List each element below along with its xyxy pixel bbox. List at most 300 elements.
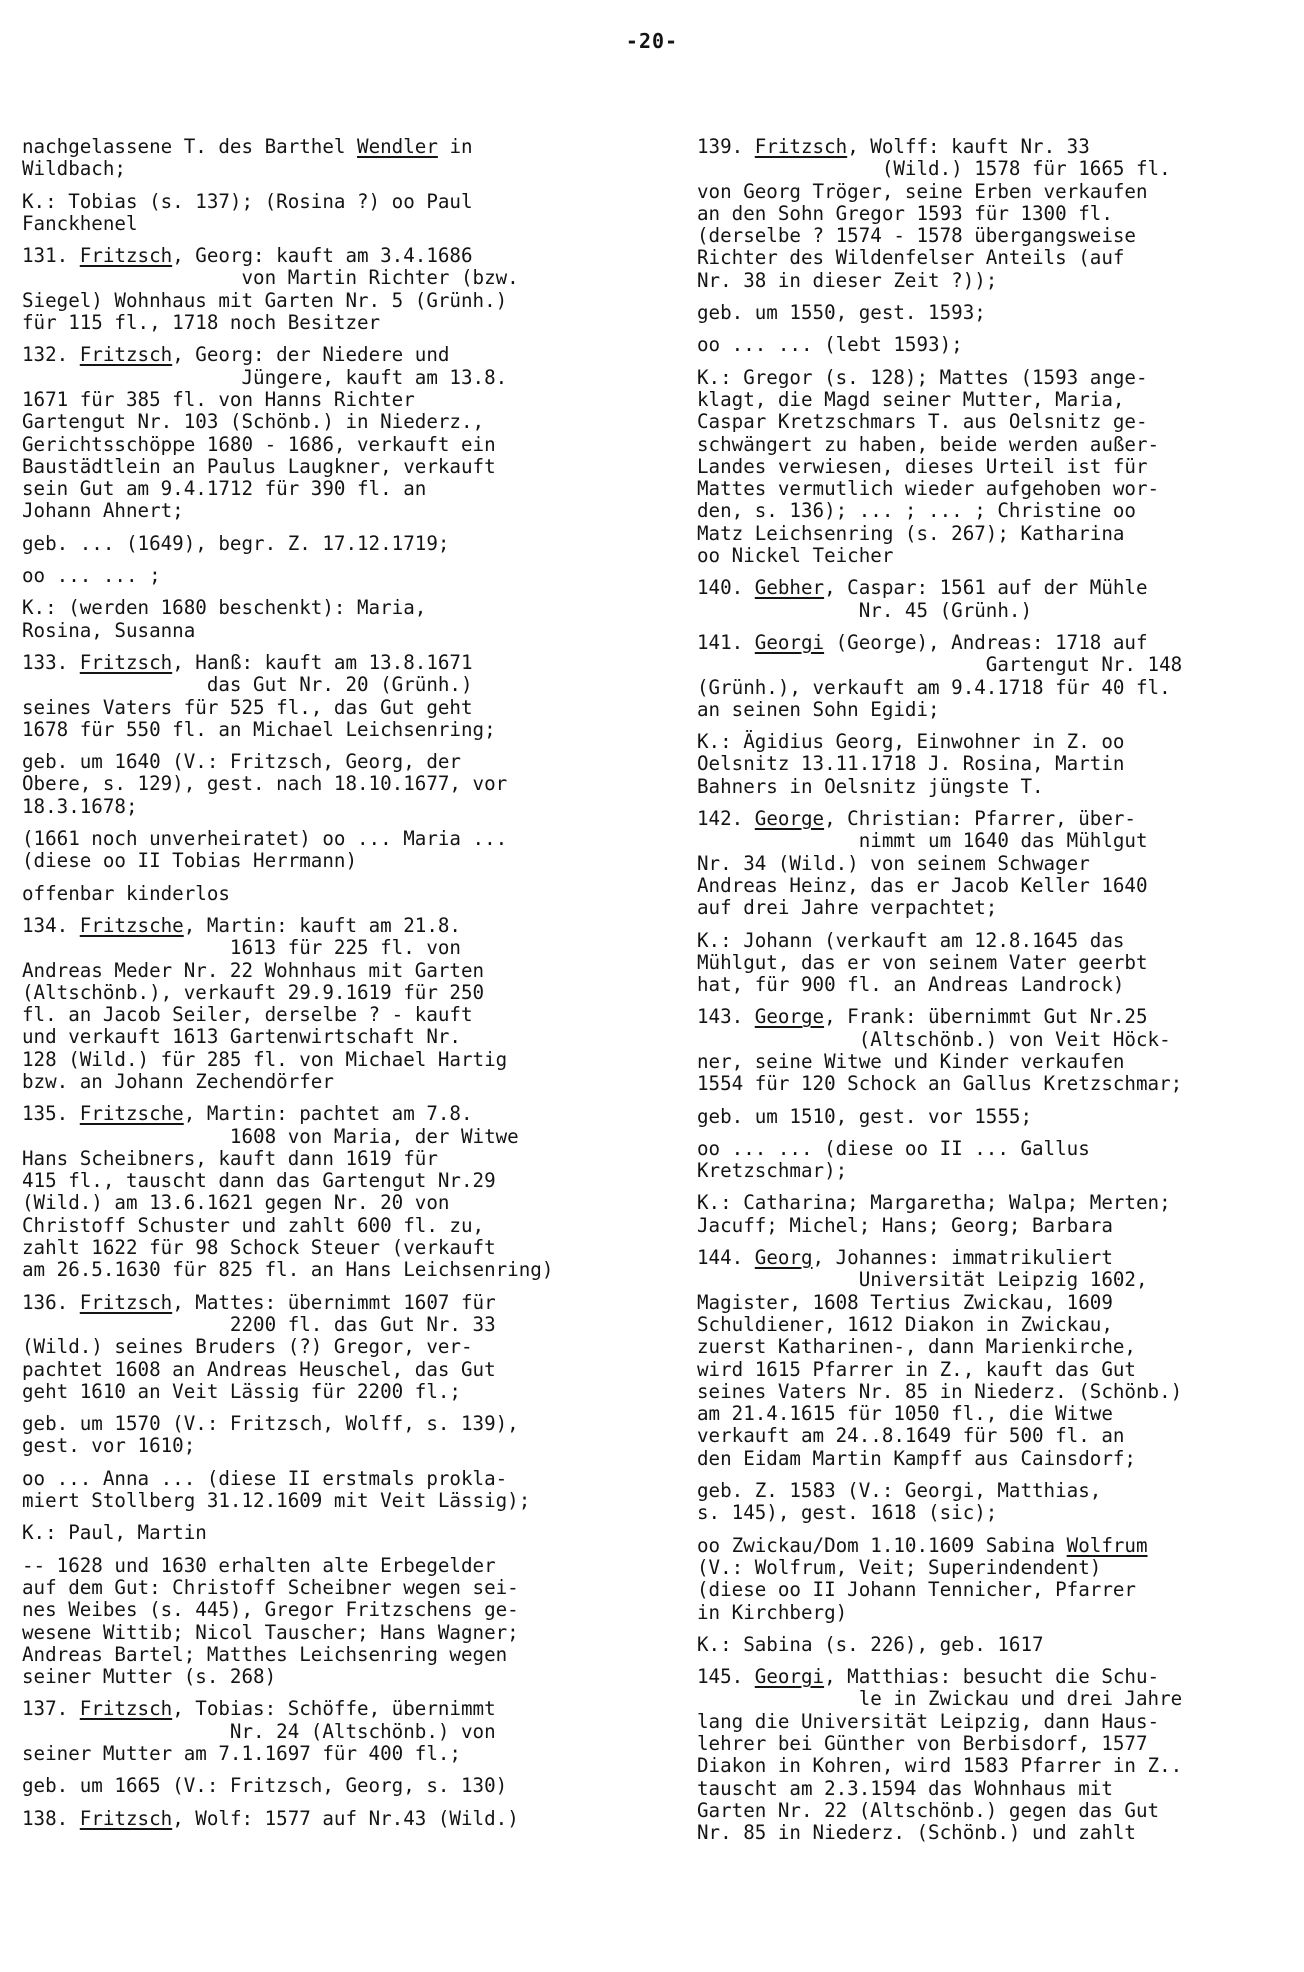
text-run: oo Nickel Teicher [697, 544, 894, 568]
text-run: fl. an Jacob Seiler, derselbe ? - kauft [22, 1003, 473, 1027]
text-line [22, 1435, 660, 1457]
entry-paragraph [22, 533, 660, 555]
entry-paragraph [22, 1522, 660, 1544]
entry-paragraph [22, 191, 660, 236]
text-line [697, 952, 1297, 974]
text-line [22, 597, 660, 619]
text-line [697, 1480, 1297, 1502]
text-run: Bahners in Oelsnitz jüngste T. [697, 774, 1044, 798]
entry-paragraph [697, 1106, 1297, 1128]
text-line [697, 1381, 1297, 1403]
text-run: von Georg Tröger, seine Erben verkaufen [697, 179, 1148, 203]
text-run: Diakon in Kohren, wird 1583 Pfarrer in Z.. [697, 1754, 1183, 1778]
text-line [697, 600, 1297, 622]
text-line [22, 1103, 660, 1125]
text-line [697, 247, 1297, 269]
text-line [22, 1577, 660, 1599]
text-run: 132. [22, 343, 80, 367]
surname-underlined: George [754, 807, 825, 831]
text-line [22, 1237, 660, 1259]
text-line [697, 1051, 1297, 1073]
text-line [697, 1314, 1297, 1336]
surname-underlined: Georgi [754, 1665, 825, 1689]
text-run: (1661 noch unverheiratet) oo ... Maria ... [22, 827, 508, 851]
entry-paragraph [697, 930, 1297, 997]
page-number: -20- [625, 29, 679, 53]
text-line [22, 1599, 660, 1621]
text-line [22, 1622, 660, 1644]
text-run: Nr. 24 (Altschönb.) von [22, 1719, 496, 1743]
text-line [697, 411, 1297, 433]
entry-paragraph [22, 915, 660, 1093]
text-run: (V.: Wolfrum, Veit; Superindendent) [697, 1555, 1102, 1579]
text-line [22, 1314, 660, 1336]
text-run: Fanckhenel [22, 211, 138, 235]
text-run: 415 fl., tauscht dann das Gartengut Nr.29 [22, 1169, 496, 1193]
text-run: , Frank: übernimmt Gut Nr.25 [824, 1005, 1148, 1029]
text-run: 143. [697, 1005, 755, 1029]
text-line [697, 203, 1297, 225]
text-line [697, 1269, 1297, 1291]
text-run: oo Zwickau/Dom 1.10.1609 Sabina [697, 1533, 1067, 1557]
surname-underlined: Fritzsche [79, 1102, 184, 1126]
text-run: Andreas Meder Nr. 22 Wohnhaus mit Garten [22, 958, 485, 982]
entry-paragraph [22, 1468, 660, 1513]
text-run: , Martin: kauft am 21.8. [183, 913, 461, 937]
text-line [22, 937, 660, 959]
text-line [697, 1666, 1297, 1688]
text-line [697, 1822, 1297, 1844]
entry-paragraph [697, 1480, 1297, 1525]
text-line [697, 1579, 1297, 1601]
text-run: Landes verwiesen, dieses Urteil ist für [697, 454, 1148, 478]
left-column [22, 136, 660, 1840]
text-line [22, 1126, 660, 1148]
text-line [22, 533, 660, 555]
text-line [697, 478, 1297, 500]
entry-paragraph [22, 751, 660, 818]
text-line [697, 225, 1297, 247]
text-line [22, 565, 660, 587]
text-run: , Tobias: Schöffe, übernimmt [172, 1697, 496, 1721]
text-line [697, 1535, 1297, 1557]
text-line [22, 1381, 660, 1403]
text-line [22, 191, 660, 213]
text-run: Siegel) Wohnhaus mit Garten Nr. 5 (Grünh.) [22, 288, 508, 312]
text-line [22, 1743, 660, 1765]
text-line [22, 500, 660, 522]
text-run: an den Sohn Gregor 1593 für 1300 fl. [697, 201, 1113, 225]
text-run: wesene Wittib; Nicol Tauscher; Hans Wagner; [22, 1620, 519, 1644]
text-run: 1678 für 550 fl. an Michael Leichsenring; [22, 717, 496, 741]
paragraph-gap [22, 1830, 660, 1840]
text-run: 139. [697, 135, 755, 158]
text-run: sein Gut am 9.4.1712 für 390 fl. an [22, 477, 427, 501]
text-run: s. 145), gest. 1618 (sic); [697, 1501, 998, 1525]
text-run: , Wolff: kauft Nr. 33 [847, 135, 1090, 158]
text-run: K.: Catharina; Margaretha; Walpa; Merten; [697, 1191, 1171, 1215]
entry-paragraph [697, 1666, 1297, 1844]
text-line [22, 652, 660, 674]
surname-underlined: Georgi [754, 630, 825, 654]
text-line [697, 389, 1297, 411]
entry-paragraph [697, 334, 1297, 356]
text-line [22, 1336, 660, 1358]
text-run: 142. [697, 807, 755, 831]
text-line [22, 312, 660, 334]
text-line [697, 1502, 1297, 1524]
text-line [22, 796, 660, 818]
text-run: K.: Ägidius Georg, Einwohner in Z. oo [697, 730, 1125, 754]
entry-paragraph [22, 883, 660, 905]
text-run: 18.3.1678; [22, 794, 138, 818]
text-run: Nr. 45 (Grünh.) [697, 598, 1033, 622]
entry-paragraph [697, 731, 1297, 798]
surname-underlined: Gebher [754, 576, 825, 600]
text-run: Andreas Bartel; Matthes Leichsenring wegen [22, 1642, 508, 1666]
text-run: zahlt 1622 für 98 Schock Steuer (verkauft [22, 1236, 496, 1260]
text-run: für 115 fl., 1718 noch Besitzer [22, 311, 381, 335]
text-run: oo ... ... (diese oo II ... Gallus [697, 1136, 1090, 1160]
text-run: Mattes vermutlich wieder aufgehoben wor- [697, 477, 1160, 501]
text-run: le in Zwickau und drei Jahre [697, 1687, 1183, 1711]
text-line [697, 974, 1297, 996]
surname-underlined: Georg [754, 1246, 813, 1270]
text-line [22, 456, 660, 478]
text-run: , Christian: Pfarrer, über- [824, 807, 1136, 831]
surname-underlined: Fritzsch [79, 650, 173, 674]
text-run: K.: Paul, Martin [22, 1521, 207, 1545]
text-run: 2200 fl. das Gut Nr. 33 [22, 1312, 496, 1336]
text-run: 128 (Wild.) für 285 fl. von Michael Hartig [22, 1047, 508, 1071]
text-run: , Georg: der Niedere und [172, 343, 450, 367]
text-run: geb. um 1510, gest. vor 1555; [697, 1104, 1033, 1128]
text-line [697, 1755, 1297, 1777]
text-run: geb. um 1570 (V.: Fritzsch, Wolff, s. 139), [22, 1412, 519, 1436]
text-run: , Martin: pachtet am 7.8. [183, 1102, 473, 1126]
text-line [22, 674, 660, 696]
surname-underlined: Fritzsch [79, 1290, 173, 1314]
text-run: Christoff Schuster und zahlt 600 fl. zu, [22, 1213, 485, 1237]
text-line [697, 897, 1297, 919]
surname-underlined: George [754, 1005, 825, 1029]
text-line [22, 411, 660, 433]
text-line [22, 1004, 660, 1026]
text-line [697, 776, 1297, 798]
text-run: , Hanß: kauft am 13.8.1671 [172, 650, 473, 674]
text-line [697, 1138, 1297, 1160]
text-run: geb. um 1640 (V.: Fritzsch, Georg, der [22, 750, 461, 774]
text-run: Gerichtsschöppe 1680 - 1686, verkauft ein [22, 432, 496, 456]
text-line [22, 1413, 660, 1435]
text-run: auf drei Jahre verpachtet; [697, 896, 998, 920]
text-run: Hans Scheibners, kauft dann 1619 für [22, 1146, 438, 1170]
text-line [697, 654, 1297, 676]
text-line [22, 751, 660, 773]
text-line [22, 1468, 660, 1490]
text-run: (Altschönb.) von Veit Höck- [697, 1027, 1171, 1051]
entry-paragraph [697, 808, 1297, 919]
entry-paragraph [22, 1775, 660, 1797]
surname-underlined: Fritzsche [79, 913, 184, 937]
text-run: (Grünh.), verkauft am 9.4.1718 für 40 fl. [697, 675, 1171, 699]
text-run: geb. um 1665 (V.: Fritzsch, Georg, s. 130) [22, 1774, 508, 1798]
text-line [22, 620, 660, 642]
text-line [22, 1555, 660, 1577]
text-line [22, 960, 660, 982]
text-run: seiner Mutter (s. 268) [22, 1665, 277, 1689]
text-line [22, 1148, 660, 1170]
text-run: lang die Universität Leipzig, dann Haus- [697, 1709, 1160, 1733]
text-run: (George), Andreas: 1718 auf [824, 630, 1148, 654]
text-run: (Wild.) seines Bruders (?) Gregor, ver- [22, 1335, 473, 1359]
text-line [697, 830, 1297, 852]
surname-underlined: Wendler [357, 135, 438, 158]
text-line [697, 500, 1297, 522]
text-run: Wildbach; [22, 157, 126, 181]
text-run: nachgelassene T. des Barthel [22, 135, 358, 158]
text-run: 133. [22, 650, 80, 674]
text-line [22, 1215, 660, 1237]
text-line [22, 697, 660, 719]
entry-paragraph [22, 1555, 660, 1689]
text-run: 1671 für 385 fl. von Hanns Richter [22, 387, 415, 411]
text-line [697, 270, 1297, 292]
text-run: K.: Johann (verkauft am 12.8.1645 das [697, 928, 1125, 952]
text-run: und verkauft 1613 Gartenwirtschaft Nr. [22, 1025, 461, 1049]
entry-paragraph [22, 828, 660, 873]
text-run: (Wild.) 1578 für 1665 fl. [697, 157, 1171, 181]
text-run: hat, für 900 fl. an Andreas Landrock) [697, 973, 1125, 997]
entry-paragraph [697, 577, 1297, 622]
surname-underlined: Fritzsch [79, 244, 173, 268]
text-run: lehrer bei Günther von Berbisdorf, 1577 [697, 1732, 1148, 1755]
text-run: miert Stollberg 31.12.1609 mit Veit Lässig); [22, 1489, 531, 1513]
surname-underlined: Fritzsch [79, 1806, 173, 1830]
entry-paragraph [22, 597, 660, 642]
text-run: Oelsnitz 13.11.1718 J. Rosina, Martin [697, 752, 1125, 776]
text-line [697, 136, 1297, 158]
text-line [697, 1733, 1297, 1755]
text-line [22, 389, 660, 411]
text-line [22, 267, 660, 289]
text-line [22, 1292, 660, 1314]
surname-underlined: Fritzsch [754, 135, 848, 158]
text-run: bzw. an Johann Zechendörfer [22, 1069, 334, 1093]
text-line [697, 930, 1297, 952]
text-run: , Wolf: 1577 auf Nr.43 (Wild.) [172, 1806, 519, 1830]
text-run: Garten Nr. 22 (Altschönb.) gegen das Gut [697, 1798, 1160, 1822]
text-line [697, 1359, 1297, 1381]
text-line [697, 456, 1297, 478]
text-run: 131. [22, 244, 80, 268]
text-run: den, s. 136); ... ; ... ; Christine oo [697, 499, 1136, 523]
text-line [22, 1192, 660, 1214]
text-run: Andreas Heinz, das er Jacob Keller 1640 [697, 873, 1148, 897]
text-line [697, 731, 1297, 753]
text-run: 136. [22, 1290, 80, 1314]
right-column [697, 136, 1297, 1854]
text-run: schwängert zu haben, beide werden außer- [697, 432, 1160, 456]
text-run: 144. [697, 1246, 755, 1270]
entry-paragraph [697, 1247, 1297, 1470]
text-run: den Eidam Martin Kampff aus Cainsdorf; [697, 1446, 1136, 1470]
entry-paragraph [697, 1006, 1297, 1095]
text-run: Richter des Wildenfelser Anteils (auf [697, 246, 1125, 270]
text-line [697, 367, 1297, 389]
text-run: klagt, die Magd seiner Mutter, Maria, [697, 387, 1125, 411]
text-run: , Matthias: besucht die Schu- [824, 1665, 1160, 1689]
text-run: (derselbe ? 1574 - 1578 übergangsweise [697, 224, 1136, 248]
text-run: K.: Gregor (s. 128); Mattes (1593 ange- [697, 365, 1148, 389]
entry-paragraph [22, 245, 660, 334]
text-run: in [437, 135, 473, 158]
text-run: K.: Tobias (s. 137); (Rosina ?) oo Paul [22, 189, 473, 213]
text-line [697, 577, 1297, 599]
text-run: ner, seine Witwe und Kinder verkaufen [697, 1049, 1125, 1073]
text-run: Gartengut Nr. 148 [697, 653, 1183, 677]
text-line [22, 828, 660, 850]
text-run: auf dem Gut: Christoff Scheibner wegen sei- [22, 1575, 519, 1599]
text-line [22, 1644, 660, 1666]
text-line [697, 1634, 1297, 1656]
text-line [22, 245, 660, 267]
text-line [697, 1778, 1297, 1800]
text-line [697, 523, 1297, 545]
text-line [697, 181, 1297, 203]
entry-paragraph [697, 1192, 1297, 1237]
text-run: Magister, 1608 Tertius Zwickau, 1609 [697, 1290, 1113, 1314]
text-line [22, 213, 660, 235]
text-run: Rosina, Susanna [22, 618, 196, 642]
text-line [22, 367, 660, 389]
text-run: geht 1610 an Veit Lässig für 2200 fl.; [22, 1379, 461, 1403]
text-line [697, 1292, 1297, 1314]
text-line [697, 334, 1297, 356]
text-line [22, 850, 660, 872]
text-line [697, 853, 1297, 875]
entry-paragraph [697, 302, 1297, 324]
text-line [697, 1602, 1297, 1624]
text-line [697, 699, 1297, 721]
text-run: 134. [22, 913, 80, 937]
text-line [22, 1049, 660, 1071]
text-run: , Mattes: übernimmt 1607 für [172, 1290, 496, 1314]
text-line [22, 478, 660, 500]
entry-paragraph [22, 344, 660, 522]
text-run: 138. [22, 1806, 80, 1830]
text-run: 1608 von Maria, der Witwe [22, 1124, 519, 1148]
text-run: an seinen Sohn Egidi; [697, 697, 940, 721]
text-run: oo ... ... ; [22, 564, 161, 588]
text-run: 145. [697, 1665, 755, 1689]
text-line [697, 1448, 1297, 1470]
text-line [697, 1160, 1297, 1182]
text-run: , Caspar: 1561 auf der Mühle [824, 576, 1148, 600]
text-run: Nr. 85 in Niederz. (Schönb.) und zahlt [697, 1821, 1136, 1845]
text-run: am 26.5.1630 für 825 fl. an Hans Leichsenring) [22, 1258, 554, 1282]
text-line [22, 1698, 660, 1720]
text-line [697, 1688, 1297, 1710]
text-line [697, 1425, 1297, 1447]
text-line [697, 1800, 1297, 1822]
text-line [22, 344, 660, 366]
text-line [22, 158, 660, 180]
text-run: geb. Z. 1583 (V.: Georgi, Matthias, [697, 1479, 1102, 1503]
text-line [22, 719, 660, 741]
text-run: Jüngere, kauft am 13.8. [22, 365, 508, 389]
text-line [697, 1215, 1297, 1237]
entry-paragraph [22, 1103, 660, 1281]
text-run: wird 1615 Pfarrer in Z., kauft das Gut [697, 1357, 1136, 1381]
entry-paragraph [697, 136, 1297, 292]
text-line [697, 1711, 1297, 1733]
text-line [697, 1073, 1297, 1095]
text-run: seiner Mutter am 7.1.1697 für 400 fl.; [22, 1742, 461, 1765]
text-line [697, 158, 1297, 180]
text-line [697, 1006, 1297, 1028]
text-run: verkauft am 24..8.1649 für 500 fl. an [697, 1424, 1125, 1448]
text-run: am 21.4.1615 für 1050 fl., die Witwe [697, 1402, 1113, 1426]
text-run: Gartengut Nr. 103 (Schönb.) in Niederz., [22, 410, 485, 434]
text-run: (Wild.) am 13.6.1621 gegen Nr. 20 von [22, 1191, 450, 1215]
text-line [22, 1359, 660, 1381]
text-run: -- 1628 und 1630 erhalten alte Erbegelder [22, 1553, 496, 1577]
text-line [697, 302, 1297, 324]
entry-paragraph [697, 632, 1297, 721]
text-run: (diese oo II Johann Tennicher, Pfarrer [697, 1578, 1136, 1602]
entry-paragraph [22, 136, 660, 181]
text-run: tauscht am 2.3.1594 das Wohnhaus mit [697, 1776, 1113, 1800]
text-run: (Altschönb.), verkauft 29.9.1619 für 250 [22, 980, 485, 1004]
text-run: zuerst Katharinen-, dann Marienkirche, [697, 1335, 1136, 1359]
text-run: 137. [22, 1697, 80, 1721]
text-run: geb. ... (1649), begr. Z. 17.12.1719; [22, 531, 450, 555]
text-run: Schuldiener, 1612 Diakon in Zwickau, [697, 1312, 1113, 1336]
text-run: Nr. 34 (Wild.) von seinem Schwager [697, 851, 1090, 875]
text-line [697, 808, 1297, 830]
text-run: , Johannes: immatrikuliert [812, 1246, 1113, 1270]
text-run: Caspar Kretzschmars T. aus Oelsnitz ge- [697, 410, 1148, 434]
text-run: gest. vor 1610; [22, 1434, 196, 1458]
text-line [697, 677, 1297, 699]
paragraph-gap [697, 1844, 1297, 1854]
text-run: 1554 für 120 Schock an Gallus Kretzschmar; [697, 1072, 1183, 1096]
text-line [697, 753, 1297, 775]
text-run: das Gut Nr. 20 (Grünh.) [22, 673, 473, 697]
text-line [22, 136, 660, 158]
text-line [697, 632, 1297, 654]
text-run: in Kirchberg) [697, 1600, 848, 1624]
text-line [697, 1336, 1297, 1358]
text-run: (diese oo II Tobias Herrmann) [22, 849, 358, 873]
text-line [22, 1775, 660, 1797]
text-run: Baustädtlein an Paulus Laugkner, verkauft [22, 454, 496, 478]
text-line [22, 1808, 660, 1830]
text-run: pachtet 1608 an Andreas Heuschel, das Gut [22, 1357, 496, 1381]
text-run: Jacuff; Michel; Hans; Georg; Barbara [697, 1213, 1113, 1237]
text-line [22, 1721, 660, 1743]
entry-paragraph [22, 652, 660, 741]
text-line [697, 1192, 1297, 1214]
text-run: nimmt um 1640 das Mühlgut [697, 829, 1148, 853]
text-run: seines Vaters für 525 fl., das Gut geht [22, 695, 473, 719]
surname-underlined: Fritzsch [79, 343, 173, 367]
text-line [697, 1029, 1297, 1051]
text-line [697, 875, 1297, 897]
text-line [22, 982, 660, 1004]
entry-paragraph [697, 1138, 1297, 1183]
